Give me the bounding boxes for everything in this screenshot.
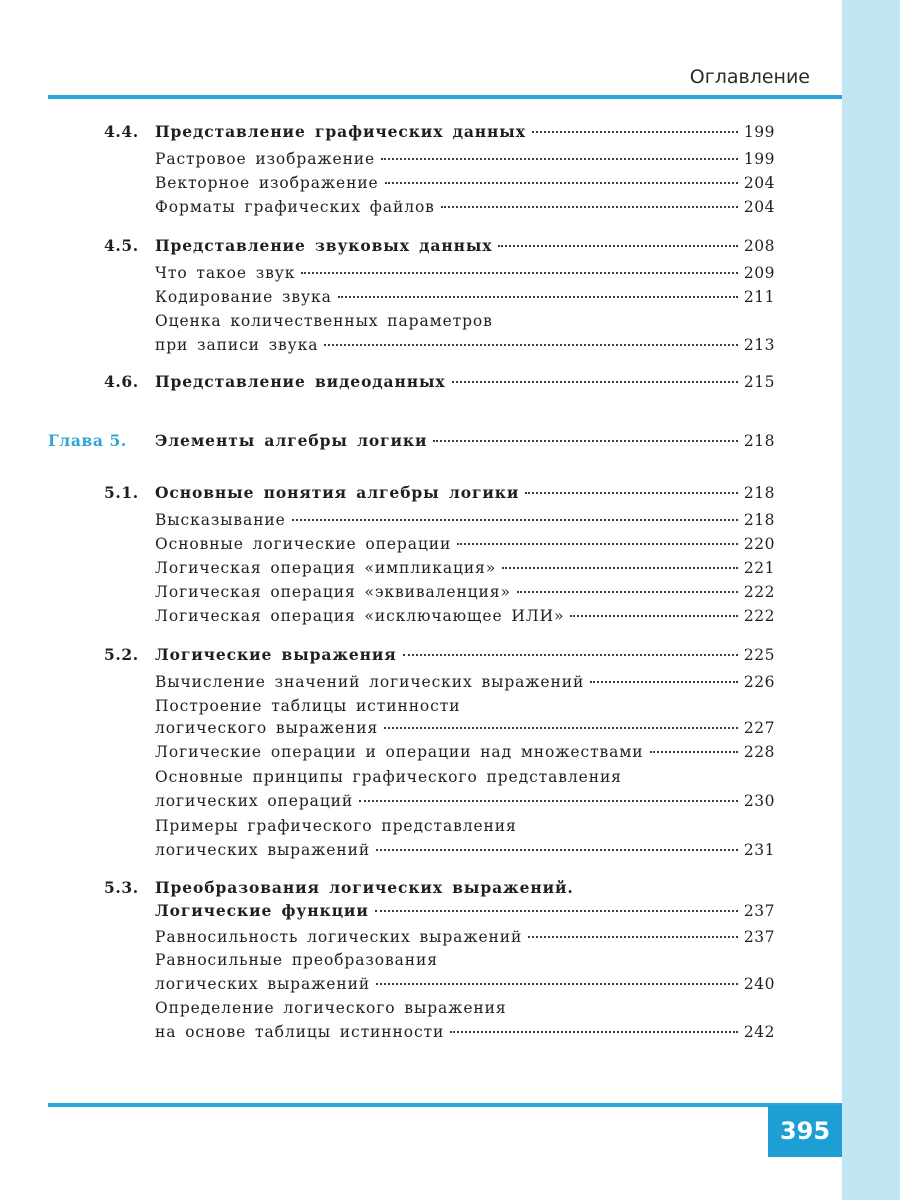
toc-entry-first-line: Равносильные преобразования [155,951,438,969]
toc-entry[interactable] [155,174,775,198]
toc-entry[interactable] [155,559,775,583]
header-title: Оглавление [689,66,810,88]
section-number: 4.4. [104,122,139,141]
entry-page: 204 [743,174,775,192]
dot-leader [590,680,738,683]
entry-title: Логическая операция «исключающее ИЛИ» [155,607,565,625]
entry-page: 209 [743,264,775,282]
toc-entry-section[interactable] [155,645,775,669]
dot-leader [517,590,738,593]
dot-leader [385,181,738,184]
entry-page: 211 [743,288,775,306]
dot-leader [525,491,738,494]
dot-leader [570,614,738,617]
section-number: 4.6. [104,372,139,391]
entry-title: Вычисление значений логических выражений [155,673,585,691]
toc-entry[interactable] [155,928,775,952]
dot-leader [528,935,738,938]
entry-page: 220 [743,535,775,553]
toc-entry-section[interactable] [155,236,775,260]
section-number: 5.2. [104,645,139,664]
entry-page: 242 [743,1023,775,1041]
entry-title: Логическая операция «импликация» [155,559,497,577]
dot-leader [441,205,738,208]
entry-page: 208 [743,237,775,255]
toc-entry-section[interactable] [155,122,775,146]
entry-page: 204 [743,198,775,216]
entry-title: логического выражения [155,719,379,737]
entry-page: 225 [743,646,775,664]
toc-entry[interactable] [155,150,775,174]
dot-leader [450,1030,738,1033]
toc-entry-section[interactable] [155,483,775,507]
entry-title: Логические выражения [155,645,397,664]
dot-leader [650,750,738,753]
entry-title: Логическая операция «эквиваленция» [155,583,511,601]
entry-title: логических выражений [155,975,371,993]
dot-leader [532,130,738,133]
entry-title: Равносильность логических выражений [155,928,523,946]
entry-title: логических выражений [155,841,371,859]
toc-entry[interactable] [155,792,775,816]
toc-entry[interactable] [155,1023,775,1047]
entry-page: 226 [743,673,775,691]
toc-entry-first-line: Преобразования логических выражений. [155,878,574,897]
toc-entry-first-line: Оценка количественных параметров [155,312,493,330]
toc-entry[interactable] [155,719,775,743]
entry-page: 228 [743,743,775,761]
entry-title: Векторное изображение [155,174,379,192]
dot-leader [457,542,738,545]
entry-title: Форматы графических файлов [155,198,435,216]
entry-title: Элементы алгебры логики [155,431,428,450]
footer-rule [48,1103,842,1107]
dot-leader [403,653,738,656]
entry-title: Основные понятия алгебры логики [155,483,520,502]
toc-entry[interactable] [155,198,775,222]
dot-leader [376,848,738,851]
dot-leader [498,244,737,247]
entry-title: Представление графических данных [155,122,526,141]
toc-entry[interactable] [155,336,775,360]
entry-title: Представление видеоданных [155,372,446,391]
toc-entry[interactable] [155,583,775,607]
entry-title: логических операций [155,792,354,810]
entry-page: 221 [743,559,775,577]
dot-leader [502,566,738,569]
entry-page: 218 [743,432,775,450]
dot-leader [381,157,738,160]
toc-entry[interactable] [155,288,775,312]
section-number: 4.5. [104,236,139,255]
section-number: 5.1. [104,483,139,502]
entry-title: Кодирование звука [155,288,332,306]
toc-entry[interactable] [155,975,775,999]
toc-entry-first-line: Определение логического выражения [155,999,507,1017]
toc-entry[interactable] [155,264,775,288]
entry-page: 222 [743,583,775,601]
toc-entry-first-line: Основные принципы графического представления [155,768,622,786]
entry-page: 213 [743,336,775,354]
toc-entry-first-line: Примеры графического представления [155,817,517,835]
entry-page: 199 [743,150,775,168]
dot-leader [384,726,738,729]
entry-page: 230 [743,792,775,810]
dot-leader [338,295,738,298]
entry-page: 240 [743,975,775,993]
toc-entry-chapter[interactable] [155,431,775,455]
toc-entry[interactable] [155,511,775,535]
entry-page: 227 [743,719,775,737]
toc-entry[interactable] [155,743,775,767]
entry-title: Что такое звук [155,264,296,282]
entry-title: при записи звука [155,336,319,354]
toc-entry[interactable] [155,535,775,559]
dot-leader [433,439,737,442]
entry-title: Высказывание [155,511,286,529]
entry-page: 237 [743,928,775,946]
dot-leader [452,380,738,383]
entry-page: 199 [743,123,775,141]
dot-leader [324,343,737,346]
page-number-badge: 395 [768,1105,842,1157]
entry-title: на основе таблицы истинности [155,1023,445,1041]
toc-entry[interactable] [155,607,775,631]
entry-page: 237 [743,902,775,920]
toc-entry[interactable] [155,673,775,697]
section-number: 5.3. [104,878,139,897]
entry-page: 215 [743,373,775,391]
toc-entry-section[interactable] [155,372,775,396]
entry-page: 222 [743,607,775,625]
toc-entry-section[interactable] [155,901,775,925]
entry-page: 231 [743,841,775,859]
entry-title: Представление звуковых данных [155,236,493,255]
dot-leader [292,518,738,521]
dot-leader [375,909,738,912]
entry-title: Логические операции и операции над множествами [155,743,644,761]
dot-leader [359,799,738,802]
toc-entry[interactable] [155,841,775,865]
chapter-label: Глава 5. [48,431,127,450]
entry-page: 218 [743,511,775,529]
entry-page: 218 [743,484,775,502]
dot-leader [376,982,738,985]
dot-leader [301,271,738,274]
entry-title: Основные логические операции [155,535,452,553]
entry-title: Растровое изображение [155,150,376,168]
entry-title: Логические функции [155,901,369,920]
toc-entry-first-line: Построение таблицы истинности [155,697,461,715]
